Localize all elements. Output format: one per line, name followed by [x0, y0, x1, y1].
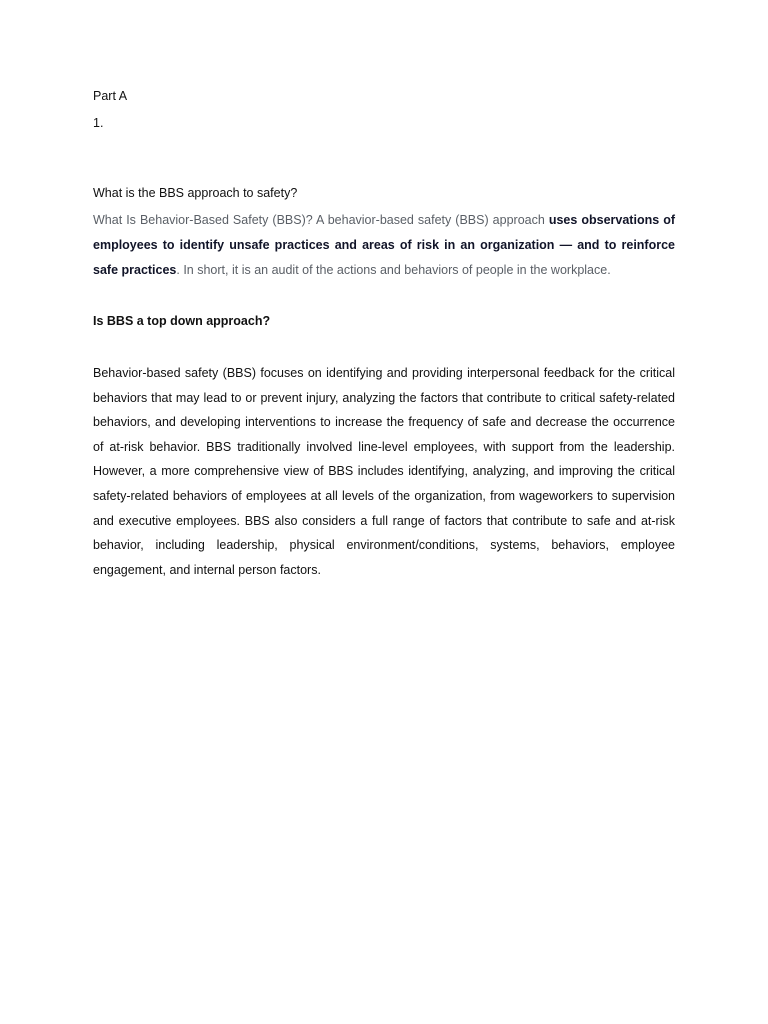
- question-1-title: What is the BBS approach to safety?: [93, 186, 298, 200]
- question-1-answer: [93, 208, 675, 283]
- part-heading: Part A: [93, 89, 128, 103]
- question-number: 1.: [93, 116, 104, 130]
- answer-1-outro: . In short, it is an audit of the actions and behaviors of people in the workplace.: [176, 263, 611, 277]
- question-2-answer: Behavior-based safety (BBS) focuses on identifying and providing interpersonal feedback for the critical behaviors that may lead to or prevent injury, analyzing the factors that contribute to critical safety-related behaviors, and developing interventions to increase the frequency of safe and decrease the occurrence of at-risk behavior. BBS traditionally involved line-level employees, with support from the leadership. However, a more comprehensive view of BBS includes identifying, analyzing, and improving the critical safety-related behaviors of employees at all levels of the organization, from wageworkers to supervision and executive employees. BBS also considers a full range of factors that contribute to safe and at-risk behavior, including leadership, physical environment/conditions, systems, behaviors, employee engagement, and internal person factors.: [93, 366, 675, 577]
- answer-1-highlight: uses observations of employees to identify unsafe practices and areas of risk in an organization — and to reinforce safe practices: [93, 213, 676, 277]
- answer-1-intro: What Is Behavior-Based Safety (BBS)? A behavior-based safety (BBS) approach: [93, 213, 549, 227]
- document-body: [93, 86, 675, 582]
- question-2-title: Is BBS a top down approach?: [93, 314, 271, 328]
